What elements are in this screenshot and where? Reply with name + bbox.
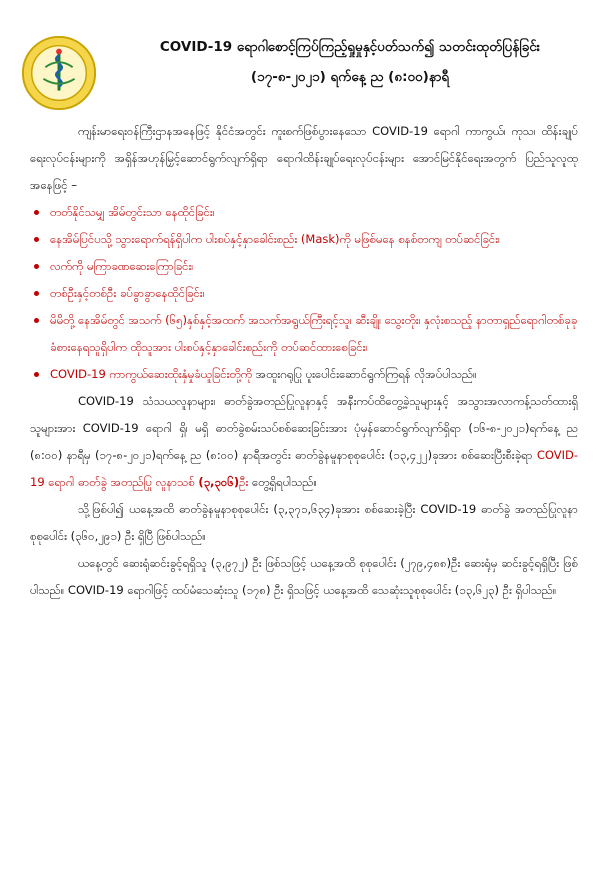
bullet-icon xyxy=(34,237,39,242)
title-line-2: (၁၇-၈-၂၀၂၁) ရက်နေ့ ည (၈:၀၀)နာရီ xyxy=(250,69,450,85)
recovery-deaths-paragraph: ယနေ့တွင် ဆေးရုံဆင်းခွင့်ရရှိသူ (၃,၉၇၂) ဦး ဖြစ်သဖြင့် ယနေ့အထိ စုစုပေါင်း (၂၇၉,၄၈၈)ဦး ဆေးရုံမှ ဆင်းခွင့်ရရှိပြီး ဖြစ်ပါသည်။ COVID-19 ရောဂါဖြင့် ထပ်မံသေဆုံးသူ (၁၇၈) ဦး ရှိသဖြင့် ယနေ့အထိ သေဆုံးသူစုစုပေါင်း (၁၃,၆၂၃) ဦး ရှိပါသည်။ xyxy=(30,556,578,597)
totals-paragraph: သို့ဖြစ်ပါ၍ ယနေ့အထိ ဓာတ်ခွဲနမူနာစုစုပေါင်း (၃,၃၇၁,၆၃၄)ခုအား စစ်ဆေးခဲ့ပြီး COVID-19 ဓာတ်ခွဲ အတည်ပြုလူနာ စုစုပေါင်း (၃၆၀,၂၉၁) ဦး ရှိပြီ ဖြစ်ပါသည်။ xyxy=(30,502,578,543)
bullet-icon xyxy=(34,210,39,215)
advice-item: COVID-19 ကာကွယ်ဆေးထိုးနှံမှုခံယူခြင်းတို့ကို အထူးဂရုပြု ပူးပေါင်းဆောင်ရွက်ကြရန် လိုအပ်ပါသည်။ xyxy=(30,361,578,388)
advice-tail: အထူးဂရုပြု ပူးပေါင်းဆောင်ရွက်ကြရန် လိုအပ်ပါသည်။ xyxy=(252,367,477,381)
advice-item: တစ်ဦးနှင့်တစ်ဦး ခပ်ခွာခွာနေထိုင်ခြင်း၊ xyxy=(30,280,578,307)
testing-paragraph: COVID-19 သံသယလူနာများ၊ ဓာတ်ခွဲအတည်ပြုလူနာနှင့် အနီးကပ်ထိတွေ့ခဲ့သူများနှင့် အသွားအလာကန့်သတ်ထားရှိသူများအား COVID-19 ရောဂါ ရှိ၊ မရှိ ဓာတ်ခွဲစမ်းသပ်စစ်ဆေးခြင်းအား ပုံမှန်ဆောင်ရွက်လျက်ရှိရာ (၁၆-၈-၂၀၂၁)ရက်နေ့ ည (၈:၀၀) နာရီမှ (၁၇-၈-၂၀၂၁)ရက်နေ့ ည (၈:၀၀) နာရီအတွင်း ဓာတ်ခွဲနမူနာစုစုပေါင်း (၁၃,၄၂၂)ခုအား စစ်ဆေးပြီးစီးခဲ့ရာ COVID-19 ရောဂါ ဓာတ်ခွဲ အတည်ပြု လူနာသစ် (၃,၃၀၆)ဦး တွေ့ရှိရပါသည်။ xyxy=(30,394,578,489)
title-line-1: COVID-19 ရောဂါစောင့်ကြပ်ကြည့်ရှုမှုနှင့်ပတ်သက်၍ သတင်းထုတ်ပြန်ခြင်း xyxy=(159,39,541,55)
ministry-of-health-logo xyxy=(20,34,98,112)
advice-item: တတ်နိုင်သမျှ အိမ်တွင်းသာ နေထိုင်ခြင်း၊ xyxy=(30,199,578,226)
advice-list xyxy=(30,199,578,388)
release-title xyxy=(110,32,590,92)
advice-item: မိမိတို့ နေအိမ်တွင် အသက် (၆၅)နှစ်နှင့်အထက် အသက်အရွယ်ကြီးရင့်သူ၊ ဆီးချို၊ သွေးတိုး၊ နှလုံးစသည့် နာတာရှည်ရောဂါတစ်ခုခု ခံစားနေရသူရှိပါက ထိုသူအား ပါးစပ်နှင့်နှာခေါင်းစည်းကို တပ်ဆင်ထားစေခြင်း၊ xyxy=(30,307,578,361)
new-cases-label: COVID-19 ရောဂါ ဓာတ်ခွဲ အတည်ပြု လူနာသစ် xyxy=(30,448,578,489)
release-body xyxy=(30,118,578,604)
advice-item: လက်ကို မကြာခဏဆေးကြောခြင်း၊ xyxy=(30,253,578,280)
bullet-icon xyxy=(34,264,39,269)
advice-item: နေအိမ်ပြင်ပသို့ သွားရောက်ရန်ရှိပါက ပါးစပ်နှင့်နှာခေါင်းစည်း (Mask)ကို မဖြစ်မနေ စနစ်တကျ တပ်ဆင်ခြင်း၊ xyxy=(30,226,578,253)
bullet-icon xyxy=(34,318,39,323)
header xyxy=(20,22,590,112)
new-cases-count: (၃,၃၀၆) xyxy=(198,475,240,489)
bullet-icon xyxy=(34,372,39,377)
bullet-icon xyxy=(34,291,39,296)
intro-paragraph: ကျန်းမာရေးဝန်ကြီးဌာနအနေဖြင့် နိုင်ငံအတွင်း ကူးစက်ဖြစ်ပွားနေသော COVID-19 ရောဂါ ကာကွယ်၊ ကုသ၊ ထိန်းချုပ်ရေးလုပ်ငန်းများကို အရှိန်အဟုန်မြှင့်ဆောင်ရွက်လျက်ရှိရာ ရောဂါထိန်းချုပ်ရေးလုပ်ငန်းများ အောင်မြင်နိုင်ရေးအတွက် ပြည်သူလူထုအနေဖြင့် – xyxy=(30,124,578,192)
